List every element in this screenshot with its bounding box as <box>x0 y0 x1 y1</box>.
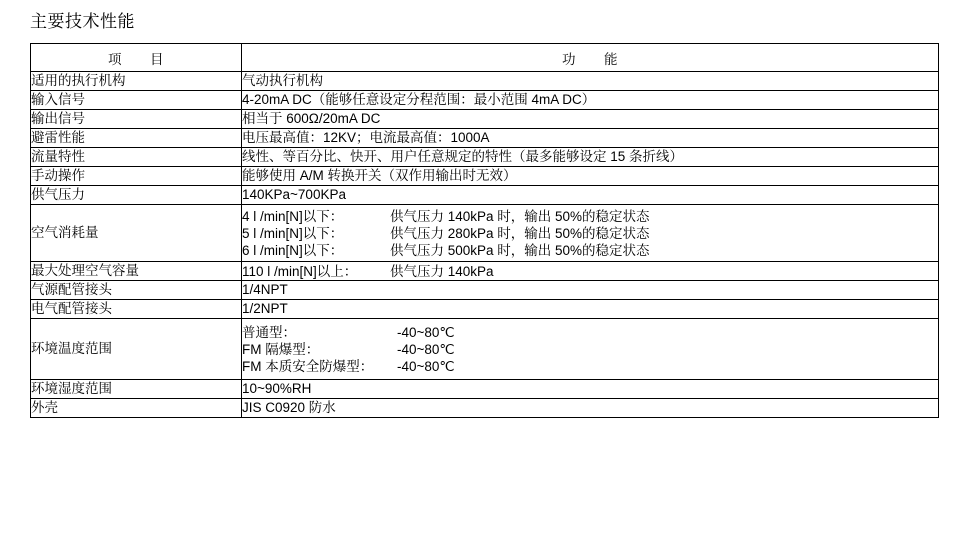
value-line-left: 4 l /min[N]以下： <box>242 208 344 224</box>
specifications-table <box>30 43 939 418</box>
row-value: JIS C0920 防水 <box>242 399 939 418</box>
table-header-row <box>31 44 939 72</box>
table-row <box>31 319 939 380</box>
value-line-left: 6 l /min[N]以下： <box>242 242 344 258</box>
row-value: 气动执行机构 <box>242 72 939 91</box>
row-item: 最大处理空气容量 <box>31 262 242 281</box>
value-line-left: FM 隔爆型： <box>242 341 320 357</box>
table-row <box>31 300 939 319</box>
row-item: 输出信号 <box>31 110 242 129</box>
value-line <box>242 358 938 375</box>
row-value: 1/4NPT <box>242 281 939 300</box>
row-value: 电压最高值：12KV；电流最高值：1000A <box>242 129 939 148</box>
value-line-right: 供气压力 500kPa 时，输出 50%的稳定状态 <box>390 242 650 258</box>
table-row <box>31 262 939 281</box>
row-item: 环境温度范围 <box>31 319 242 380</box>
row-value: 10~90%RH <box>242 380 939 399</box>
row-value: 线性、等百分比、快开、用户任意规定的特性（最多能够设定 15 条折线） <box>242 148 939 167</box>
row-value <box>242 319 939 380</box>
row-item: 气源配管接头 <box>31 281 242 300</box>
table-row <box>31 186 939 205</box>
value-line-right: -40~80℃ <box>397 358 455 374</box>
row-item: 外壳 <box>31 399 242 418</box>
value-line-left: FM 本质安全防爆型： <box>242 358 374 374</box>
value-line <box>242 208 938 225</box>
row-item: 电气配管接头 <box>31 300 242 319</box>
value-line <box>242 242 938 259</box>
value-line <box>242 225 938 242</box>
table-row <box>31 380 939 399</box>
value-line-left: 5 l /min[N]以下： <box>242 225 344 241</box>
row-value: 140KPa~700KPa <box>242 186 939 205</box>
row-value: 相当于 600Ω/20mA DC <box>242 110 939 129</box>
value-line <box>242 324 938 341</box>
row-item: 环境湿度范围 <box>31 380 242 399</box>
table-row <box>31 148 939 167</box>
table-row <box>31 72 939 91</box>
row-item: 避雷性能 <box>31 129 242 148</box>
value-line-right: 供气压力 140kPa <box>390 263 494 279</box>
table-row <box>31 129 939 148</box>
table-row <box>31 167 939 186</box>
value-line-right: -40~80℃ <box>397 324 455 340</box>
row-value: 4-20mA DC（能够任意设定分程范围：最小范围 4mA DC） <box>242 91 939 110</box>
row-value <box>242 262 939 281</box>
header-function: 功 能 <box>242 44 939 72</box>
row-item: 供气压力 <box>31 186 242 205</box>
row-item: 空气消耗量 <box>31 205 242 262</box>
row-value <box>242 205 939 262</box>
row-value: 能够使用 A/M 转换开关（双作用输出时无效） <box>242 167 939 186</box>
value-line <box>242 263 938 280</box>
table-row <box>31 91 939 110</box>
table-row <box>31 205 939 262</box>
table-row <box>31 110 939 129</box>
row-item: 输入信号 <box>31 91 242 110</box>
value-line-right: 供气压力 280kPa 时，输出 50%的稳定状态 <box>390 225 650 241</box>
table-row <box>31 399 939 418</box>
row-item: 流量特性 <box>31 148 242 167</box>
value-line-left: 110 l /min[N]以上： <box>242 263 358 279</box>
value-line <box>242 341 938 358</box>
header-item: 项 目 <box>31 44 242 72</box>
value-line-right: 供气压力 140kPa 时，输出 50%的稳定状态 <box>390 208 650 224</box>
page-title: 主要技术性能 <box>30 12 135 31</box>
value-line-right: -40~80℃ <box>397 341 455 357</box>
row-value: 1/2NPT <box>242 300 939 319</box>
value-line-left: 普通型： <box>242 324 296 340</box>
row-item: 手动操作 <box>31 167 242 186</box>
row-item: 适用的执行机构 <box>31 72 242 91</box>
table-row <box>31 281 939 300</box>
